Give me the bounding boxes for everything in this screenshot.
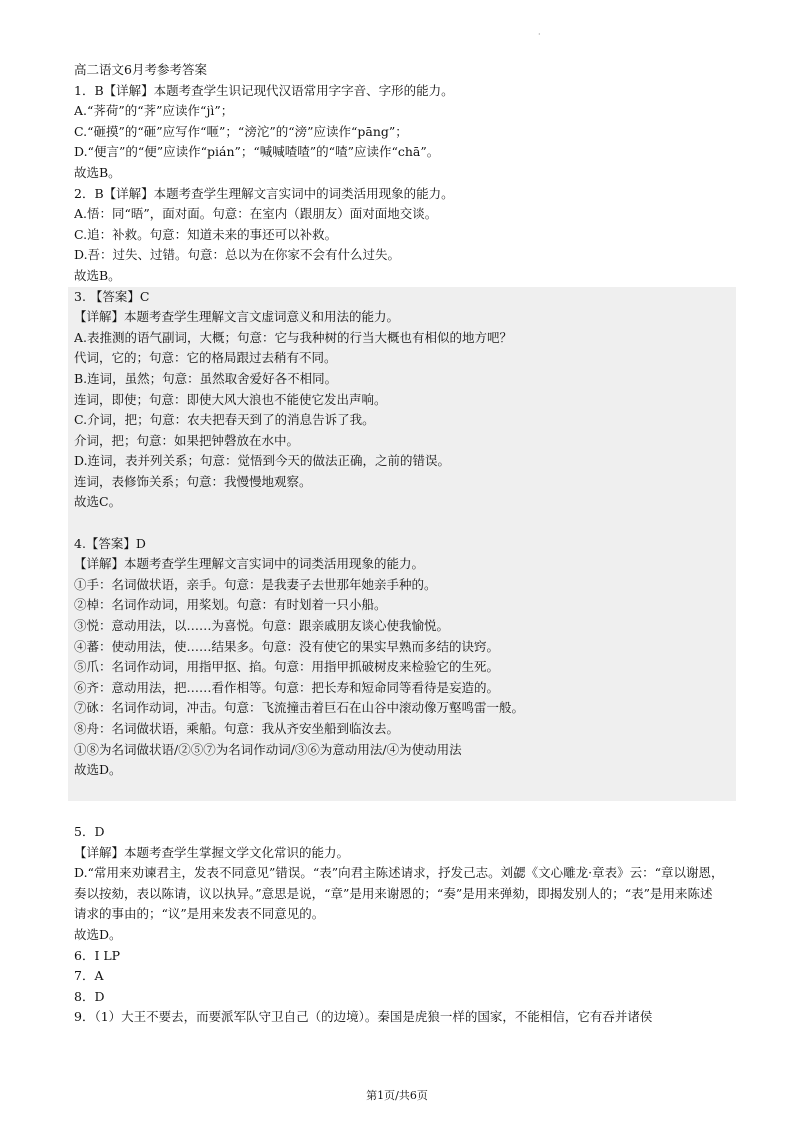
question-5 xyxy=(74,822,724,946)
q3-line: 代词，它的；句意：它的格局跟过去稍有不同。 xyxy=(74,350,337,366)
q5-line: 5．D xyxy=(74,823,105,839)
question-1 xyxy=(74,81,724,184)
q1-line: 故选B。 xyxy=(74,164,121,180)
q1-line: D.“便言”的“便”应读作“pián”；“喊喊喳喳”的“喳”应读作“chā”。 xyxy=(74,144,440,160)
q5-line: 故选D。 xyxy=(74,926,122,942)
q3-line: A.表推测的语气副词，大概；句意：它与我种树的行当大概也有相似的地方吧？ xyxy=(74,329,513,345)
question-9: 9．（1）大王不要去，而要派军队守卫自己（的边境）。秦国是虎狼一样的国家，不能相信，它有吞并诸侯 xyxy=(74,1009,653,1025)
q3-line: 故选C。 xyxy=(74,494,122,510)
answer-content xyxy=(74,60,724,1028)
q5-line: 【详解】本题考查学生掌握文学文化常识的能力。 xyxy=(74,844,350,860)
q4-line: ①手：名词做状语，亲手。句意：是我妻子去世那年她亲手种的。 xyxy=(74,576,437,592)
q4-line: ⑧舟：名词做状语，乘船。句意：我从齐安坐船到临汝去。 xyxy=(74,721,400,736)
q4-line: 4.【答案】D xyxy=(74,535,146,551)
q3-line: B.连词，虽然；句意：虽然取舍爱好各不相同。 xyxy=(74,370,338,386)
q3-line: D.连词，表并列关系；句意：觉悟到今天的做法正确，之前的错误。 xyxy=(74,453,451,469)
q3-line: 连词，表修饰关系；句意：我慢慢地观察。 xyxy=(74,473,312,489)
q3-line: 介词，把；句意：如果把钟磬放在水中。 xyxy=(74,432,300,448)
q4-line: ⑥齐：意动用法，把……看作相等。句意：把长寿和短命同等看待是妄造的。 xyxy=(74,679,500,695)
page-footer: 第1页/共6页 xyxy=(366,1089,428,1102)
q5-paragraph: D.“常用来劝谏君主，发表不同意见”错误。“表”向君主陈述请求，抒发己志。刘勰《文心雕龙·章表》云：“章以谢恩，奏以按劾，表以陈请，议以执异。”意思是说，“章”是用来谢恩的；“奏”是用来弹劾，即揭发别人的；“表”是用来陈述请求的事由的；“议”是用来发表不同意见的。 xyxy=(74,865,724,922)
q4-line: ④蕃：使动用法，使……结果多。句意：没有使它的果实早熟而多结的诀窍。 xyxy=(74,638,500,654)
question-7: 7．A xyxy=(74,968,104,984)
q4-line: ②棹：名词作动词，用桨划。句意：有时划着一只小船。 xyxy=(74,597,387,613)
q2-line: D.吾：过失、过错。句意：总以为在你家不会有什么过失。 xyxy=(74,247,401,263)
q4-line: 故选D。 xyxy=(74,762,122,778)
question-2 xyxy=(74,184,724,287)
q4-line: ①⑧为名词做状语/②⑤⑦为名词作动词/③⑥为意动用法/④为使动用法 xyxy=(74,741,462,757)
q3-line: 【详解】本题考查学生理解文言文虚词意义和用法的能力。 xyxy=(74,309,400,325)
q4-line: ⑦砯：名词作动词，冲击。句意：飞流撞击着巨石在山谷中滚动像万壑鸣雷一般。 xyxy=(74,700,525,716)
spacer xyxy=(74,513,736,534)
q3-line: 连词，即使；句意：即使大风大浪也不能使它发出声响。 xyxy=(74,391,387,407)
question-4 xyxy=(68,534,736,802)
question-6: 6．I LP xyxy=(74,947,121,963)
q4-line: ③悦：意动用法，以……为喜悦。句意：跟亲戚朋友谈心使我愉悦。 xyxy=(74,618,450,634)
q3-line: C.介词，把；句意：农夫把春天到了的消息告诉了我。 xyxy=(74,412,375,428)
document-title: 高二语文6月考参考答案 xyxy=(74,62,207,77)
q4-line: 【详解】本题考查学生理解文言实词中的词类活用现象的能力。 xyxy=(74,556,425,572)
q1-line: A.“荠荷”的“荠”应读作“jì”； xyxy=(74,103,234,119)
question-3 xyxy=(68,287,736,534)
q4-line: ⑤爪：名词作动词，用指甲抠、掐。句意：用指甲抓破树皮来检验它的生死。 xyxy=(74,659,500,675)
q2-line: 2．B【详解】本题考查学生理解文言实词中的词类活用现象的能力。 xyxy=(74,185,454,201)
question-8: 8．D xyxy=(74,988,105,1004)
q2-line: 故选B。 xyxy=(74,267,121,283)
q1-line: 1．B【详解】本题考查学生识记现代汉语常用字字音、字形的能力。 xyxy=(74,82,454,98)
q2-line: C.追：补救。句意：知道未来的事还可以补救。 xyxy=(74,226,338,242)
spacer xyxy=(74,801,724,822)
q1-line: C.“砸摸”的“砸”应写作“咂”；“滂沱”的“滂”应读作“pāng”； xyxy=(74,123,408,139)
q2-line: A.悟：同“晤”，面对面。句意：在室内（跟朋友）面对面地交谈。 xyxy=(74,206,438,222)
header-mark: · xyxy=(538,30,541,39)
spacer xyxy=(74,781,736,802)
q3-line: 3. 【答案】C xyxy=(74,288,150,304)
